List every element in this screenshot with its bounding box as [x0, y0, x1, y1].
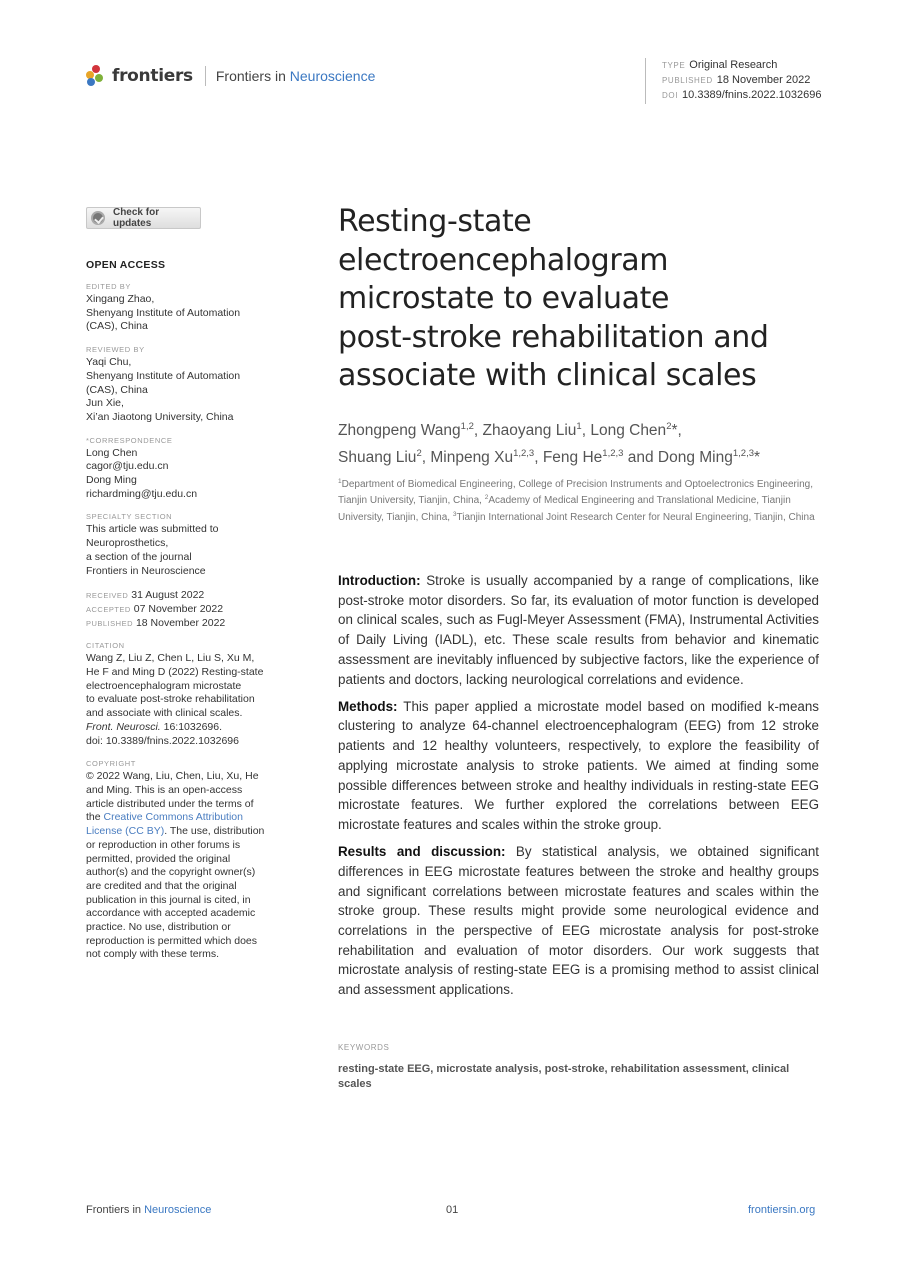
copyright-section: COPYRIGHT © 2022 Wang, Liu, Chen, Liu, Xu, He and Ming. This is an open-access article distributed under the terms of the Creative Commons Attribution License (CC BY). The use, distribution or reproduction in other forums is permitted, provided the original author(s) and the copyright owner(s) are credited and that the original publication in this journal is cited, in accordance with accepted academic practice. No use, distribution or reproduction is permitted which does not comply with these terms. — [86, 759, 265, 961]
abstract-results: Results and discussion: By statistical analysis, we obtained significant differences in EEG microstate features between the stroke and healthy groups and significant correlations between microstate features and scales within the stroke group. These results might provide some neurological evidence and correlations in the perspective of EEG microstate analysis for post-stroke rehabilitation and evaluation of motor disorders. Our work suggests that microstate analysis of resting-state EEG is a promising method to assist clinical and assessment applications. — [338, 844, 819, 998]
article-meta — [645, 58, 822, 104]
abstract — [338, 571, 819, 1007]
dates-section: RECEIVED 31 August 2022 ACCEPTED 07 November 2022 PUBLISHED 18 November 2022 — [86, 589, 226, 629]
frontiers-logo-text: frontiers — [112, 66, 193, 86]
keywords-list: resting-state EEG, microstate analysis, post-stroke, rehabilitation assessment, clinical scales — [338, 1063, 790, 1090]
meta-published: PUBLISHED 18 November 2022 — [662, 74, 811, 86]
article-title: Resting-state electroencephalogram microstate to evaluate post-stroke rehabilitation and associate with clinical scales — [338, 204, 769, 393]
check-updates-icon — [91, 211, 105, 225]
abstract-introduction: Introduction: Stroke is usually accompanied by a range of complications, like post-stroke motor disorders. So far, its evaluation of motor function is developed on clinical scales, such as Fugl-Meyer Assessment (FMA), Instrumental Activities of Daily Living (IADL), etc. These scale results from behavior and kinematic assessment are inevitably influenced by subjective factors, like the experience of patients and doctors, lacking neurological correlations and evidence. — [338, 573, 819, 687]
abstract-methods: Methods: This paper applied a microstate model based on modified k-means clustering to analyze 64-channel electroencephalogram (EEG) from 12 stroke patients and 12 healthy volunteers, respectively, to explore the feasibility of applying microstate analysis to stroke patients. We aimed at finding some possible differences between stroke and healthy individuals in resting-state EEG microstate features. We further explored the correlations between EEG microstate features and scales within the stroke group. — [338, 698, 819, 832]
journal-name: Frontiers in Neuroscience — [215, 68, 376, 84]
meta-doi: DOI 10.3389/fnins.2022.1032696 — [662, 89, 822, 101]
cc-license-link[interactable]: Creative Commons Attribution — [103, 811, 243, 824]
open-access-label: OPEN ACCESS — [86, 259, 166, 271]
correspondence-section: *CORRESPONDENCE Long Chen cagor@tju.edu.cn Dong Ming richardming@tju.edu.cn — [86, 436, 276, 502]
frontiers-logo-icon — [86, 65, 108, 87]
keywords-section — [338, 1043, 819, 1091]
email-link[interactable]: richardming@tju.edu.cn — [86, 487, 198, 500]
email-link[interactable]: cagor@tju.edu.cn — [86, 460, 169, 473]
article-header — [338, 203, 819, 525]
cc-license-link[interactable]: License (CC BY) — [86, 825, 165, 838]
citation-section: CITATION Wang Z, Liu Z, Chen L, Liu S, Xu M, He F and Ming D (2022) Resting-state electroencephalogram microstate to evaluate post-stroke rehabilitation and associate with clinical scales. Front. Neurosci. 16:1032696. doi: 10.3389/fnins.2022.1032696 — [86, 641, 264, 747]
article-sidebar — [86, 207, 276, 962]
author-list: Zhongpeng Wang$^{1,2}$, Zhaoyang Liu$^1$, Long Chen$^2$*, Shuang Liu$^2$, Minpeng Xu$^{1,2,3}$, Feng He$^{1,2,3}$ and Dong Ming$^{1,2,3}$* — [338, 420, 761, 466]
keywords-heading: KEYWORDS — [338, 1043, 390, 1052]
check-for-updates-button[interactable]: Check for updates — [86, 207, 201, 229]
page-number: 01 — [446, 1204, 459, 1216]
reviewed-by-section: REVIEWED BY Yaqi Chu, Shenyang Institute of Automation (CAS), China Jun Xie, Xi’an Jiaotong University, China — [86, 345, 241, 423]
journal-header — [86, 62, 375, 90]
footer-site-link[interactable]: frontiersin.org — [748, 1204, 816, 1216]
header-divider — [205, 66, 206, 86]
meta-type: TYPE Original Research — [662, 59, 778, 71]
affiliations: $^1$Department of Biomedical Engineering, College of Precision Instruments and Optoelectronics Engineering, Tianjin University, Tianjin, China, $^2$Academy of Medical Engineering and Translational Medicine, Tianjin University, Tianjin, China, $^3$Tianjin International Joint Research Center for Neural Engineering, Tianjin, China — [338, 477, 815, 523]
specialty-section: SPECIALTY SECTION This article was submitted to Neuroprosthetics, a section of the journal Frontiers in Neuroscience — [86, 512, 219, 577]
footer-journal: Frontiers in Neuroscience — [86, 1204, 212, 1216]
edited-by-section: EDITED BY Xingang Zhao, Shenyang Institute of Automation (CAS), China — [86, 282, 241, 333]
